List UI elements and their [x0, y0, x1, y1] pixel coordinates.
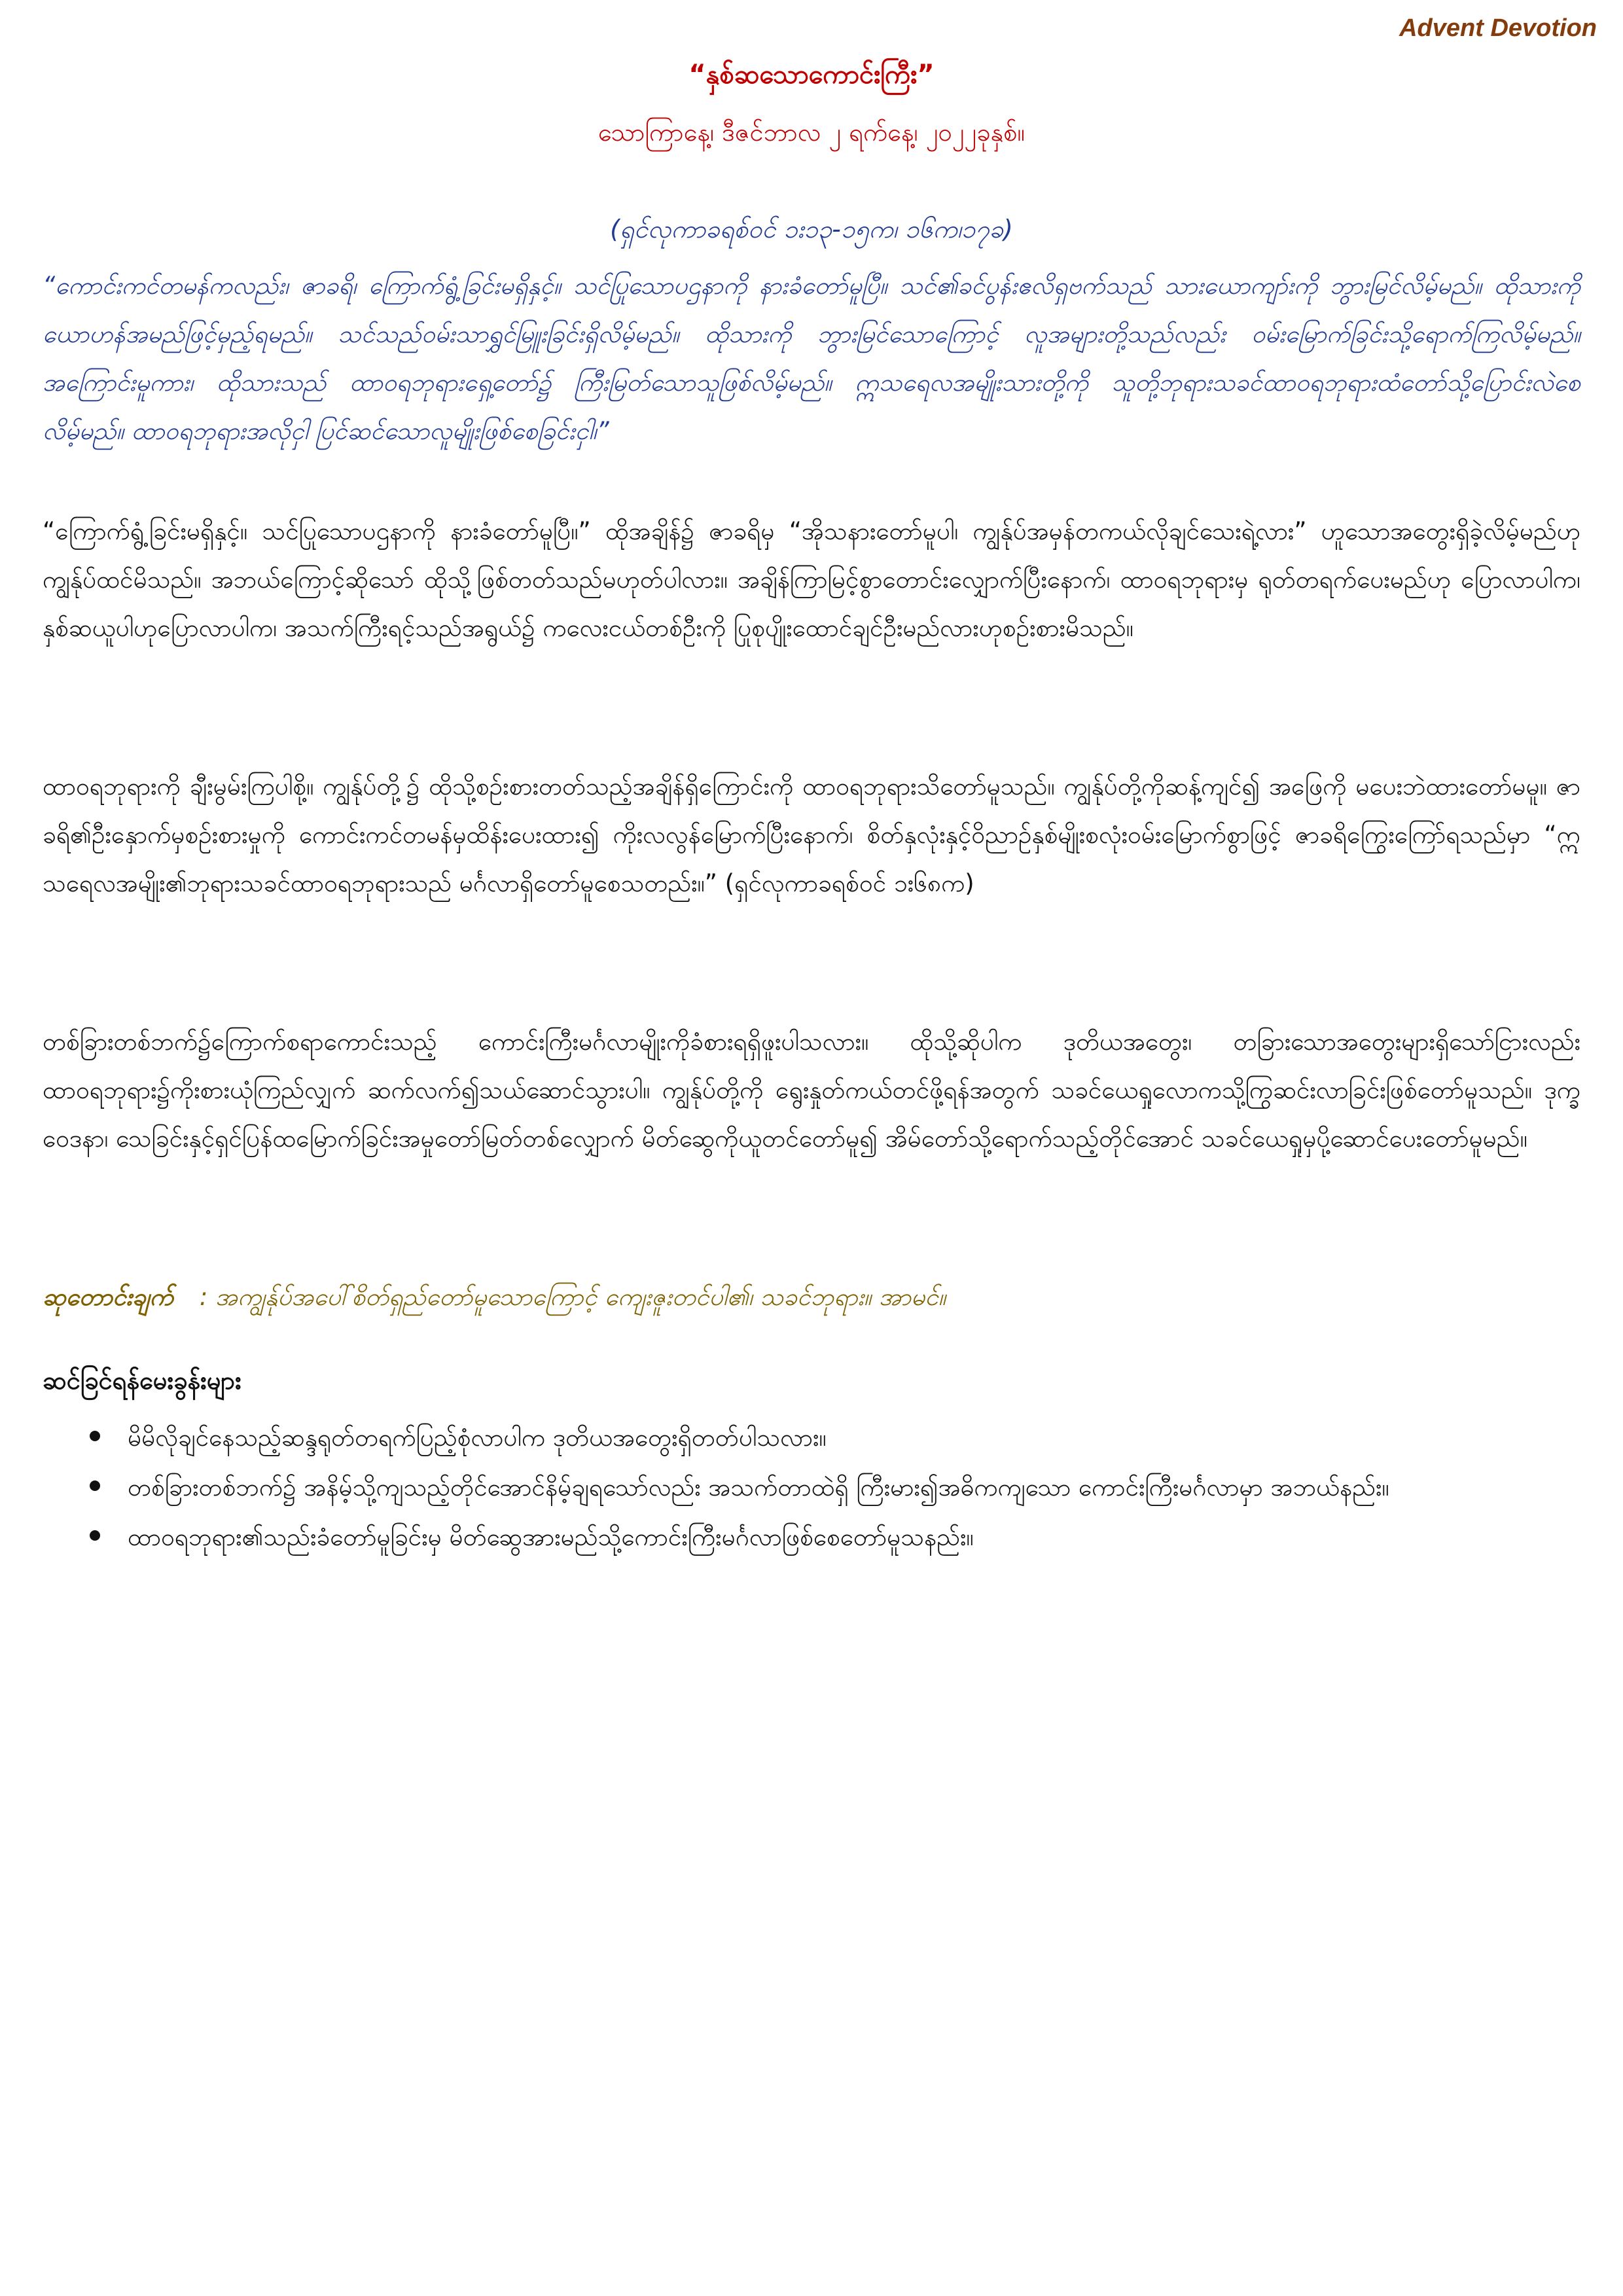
list-item	[43, 1414, 1580, 1462]
bullet-icon	[90, 1530, 100, 1541]
date-line: သောကြာနေ့၊ ဒီဇင်ဘာလ ၂ ရက်နေ့၊ ၂၀၂၂ခုနှစ်။	[598, 118, 1025, 147]
scripture-text: “ကောင်းကင်တမန်ကလည်း၊ ဇာခရိ၊ ကြောက်ရွံ့ခြင်းမရှိနှင့်။ သင်ပြုသောပဌနာကို နားခံတော်မူပြီ။ သင်၏ခင်ပွန်းဧလိရှဗက်သည် သားယောကျာ်းကို ဘွားမြင်လိမ့်မည်။ ထိုသားကို ယောဟန်အမည်ဖြင့်မှည့်ရမည်။ သင်သည်ဝမ်းသာရွှင်မြူးခြင်းရှိလိမ့်မည်။ ထိုသားကို ဘွားမြင်သောကြောင့် လူအများတို့သည်လည်း ဝမ်းမြောက်ခြင်းသို့ရောက်ကြလိမ့်မည်။ အကြောင်းမူကား၊ ထိုသားသည် ထာဝရဘုရားရှေ့တော်၌ ကြီးမြတ်သောသူဖြစ်လိမ့်မည်။ ဣသရေလအမျိုးသားတို့ကို သူတို့ဘုရားသခင်ထာဝရဘုရားထံတော်သို့ပြောင်းလဲစေလိမ့်မည်။ ထာဝရဘုရားအလိုငှါ ပြင်ဆင်သောလူမျိုးဖြစ်စေခြင်းငှါ၊”	[43, 272, 1580, 445]
list-item	[43, 1463, 1580, 1512]
question-text: ထာဝရဘုရား၏သည်းခံတော်မူခြင်းမှ မိတ်ဆွေအားမည်သို့ကောင်းကြီးမင်္ဂလာဖြစ်စေတော်မူသနည်း။	[128, 1523, 974, 1551]
body-paragraph-3: တစ်ခြားတစ်ဘက်၌ကြောက်စရာကောင်းသည့် ကောင်းကြီးမင်္ဂလာမျိုးကိုခံစားရရှိဖူးပါသလား။ ထိုသို့ဆိုပါက ဒုတိယအတွေး၊ တခြားသောအတွေးများရှိသော်ငြားလည်း ထာဝရဘုရား၌ကိုးစားယုံကြည်လျှက် ဆက်လက်၍သယ်ဆောင်သွားပါ။ ကျွန်ုပ်တို့ကို ရွေးနှုတ်ကယ်တင်ဖို့ရန်အတွက် သခင်ယေရှုလောကသို့ကြွဆင်းလာခြင်းဖြစ်တော်မူသည်။ ဒုက္ခဝေဒနာ၊ သေခြင်းနှင့်ရှင်ပြန်ထမြောက်ခြင်းအမှုတော်မြတ်တစ်လျှောက် မိတ်ဆွေကိုယူတင်တော်မူ၍ အိမ်တော်သို့ရောက်သည့်တိုင်အောင် သခင်ယေရှုမှပို့ဆောင်ပေးတော်မူမည်။	[43, 1028, 1580, 1153]
bullet-icon	[90, 1480, 100, 1491]
page-title: “နှစ်ဆသောကောင်းကြီး”	[688, 60, 935, 90]
list-item	[43, 1513, 1580, 1562]
scripture-reference: (ရှင်လုကာခရစ်ဝင် ၁း၁၃-၁၅က၊ ၁၆က၊၁၇ခ)	[610, 215, 1013, 243]
question-text: မိမိလိုချင်နေသည့်ဆန္ဒရုတ်တရက်ပြည့်စုံလာပါက ဒုတိယအတွေးရှိတတ်ပါသလား။	[128, 1424, 827, 1452]
prayer-label: ဆုတောင်းချက်	[43, 1283, 173, 1311]
prayer-text: : အကျွန်ုပ်အပေါ်စိတ်ရှည်တော်မူသောကြောင့် ကျေးဇူးတင်ပါ၏၊ သခင်ဘုရား။ အာမင်။	[199, 1283, 946, 1311]
header-tag: Advent Devotion	[1399, 14, 1597, 42]
bullet-icon	[90, 1431, 100, 1441]
question-text: တစ်ခြားတစ်ဘက်၌ အနိမ့်သို့ကျသည့်တိုင်အောင်နိမ့်ချရသော်လည်း အသက်တာထဲရှိ ကြီးမား၍အဓိကကျသော ကောင်းကြီးမင်္ဂလာမှာ အဘယ်နည်း။	[128, 1473, 1389, 1501]
body-paragraph-1: “ကြောက်ရွံ့ခြင်းမရှိနှင့်။ သင်ပြုသောပဌနာကို နားခံတော်မူပြီ။” ထိုအချိန်၌ ဇာခရိမှ “အိုသနားတော်မူပါ၊ ကျွန်ုပ်အမှန်တကယ်လိုချင်သေးရဲ့လား” ဟူသောအတွေးရှိခဲ့လိမ့်မည်ဟု ကျွန်ုပ်ထင်မိသည်။ အဘယ်ကြောင့်ဆိုသော် ထိုသို့ဖြစ်တတ်သည်မဟုတ်ပါလား။ အချိန်ကြာမြင့်စွာတောင်းလျှောက်ပြီးနောက်၊ ထာဝရဘုရားမှ ရုတ်တရက်ပေးမည်ဟု ပြောလာပါက၊ နှစ်ဆယူပါဟုပြောလာပါက၊ အသက်ကြီးရင့်သည်အရွယ်၌ ကလေးငယ်တစ်ဦးကို ပြုစုပျိုးထောင်ချင်ဦးမည်လားဟုစဉ်းစားမိသည်။	[43, 517, 1580, 642]
questions-heading: ဆင်ခြင်ရန်မေးခွန်းများ	[43, 1366, 241, 1395]
prayer-section	[43, 1273, 1580, 1321]
body-paragraph-2: ထာဝရဘုရားကို ချီးမွမ်းကြပါစို့။ ကျွန်ုပ်တို့၌ ထိုသို့စဉ်းစားတတ်သည့်အချိန်ရှိကြောင်းကို ထာဝရဘုရားသိတော်မူသည်။ ကျွန်ုပ်တို့ကိုဆန့်ကျင်၍ အဖြေကို မပေးဘဲထားတော်မမူ။ ဇာခရိ၏ဦးနှောက်မှစဉ်းစားမှုကို ကောင်းကင်တမန်မှထိန်းပေးထား၍ ကိုးလလွန်မြောက်ပြီးနောက်၊ စိတ်နှလုံးနှင့်ဝိညာဉ်နှစ်မျိုးစလုံးဝမ်းမြောက်စွာဖြင့် ဇာခရိကြွေးကြော်ရသည်မှာ “ဣသရေလအမျိုး၏ဘုရားသခင်ထာဝရဘုရားသည် မင်္ဂလာရှိတော်မူစေသတည်း။” (ရှင်လုကာခရစ်ဝင် ၁း၆၈က)	[43, 772, 1580, 897]
questions-list	[43, 1414, 1580, 1563]
